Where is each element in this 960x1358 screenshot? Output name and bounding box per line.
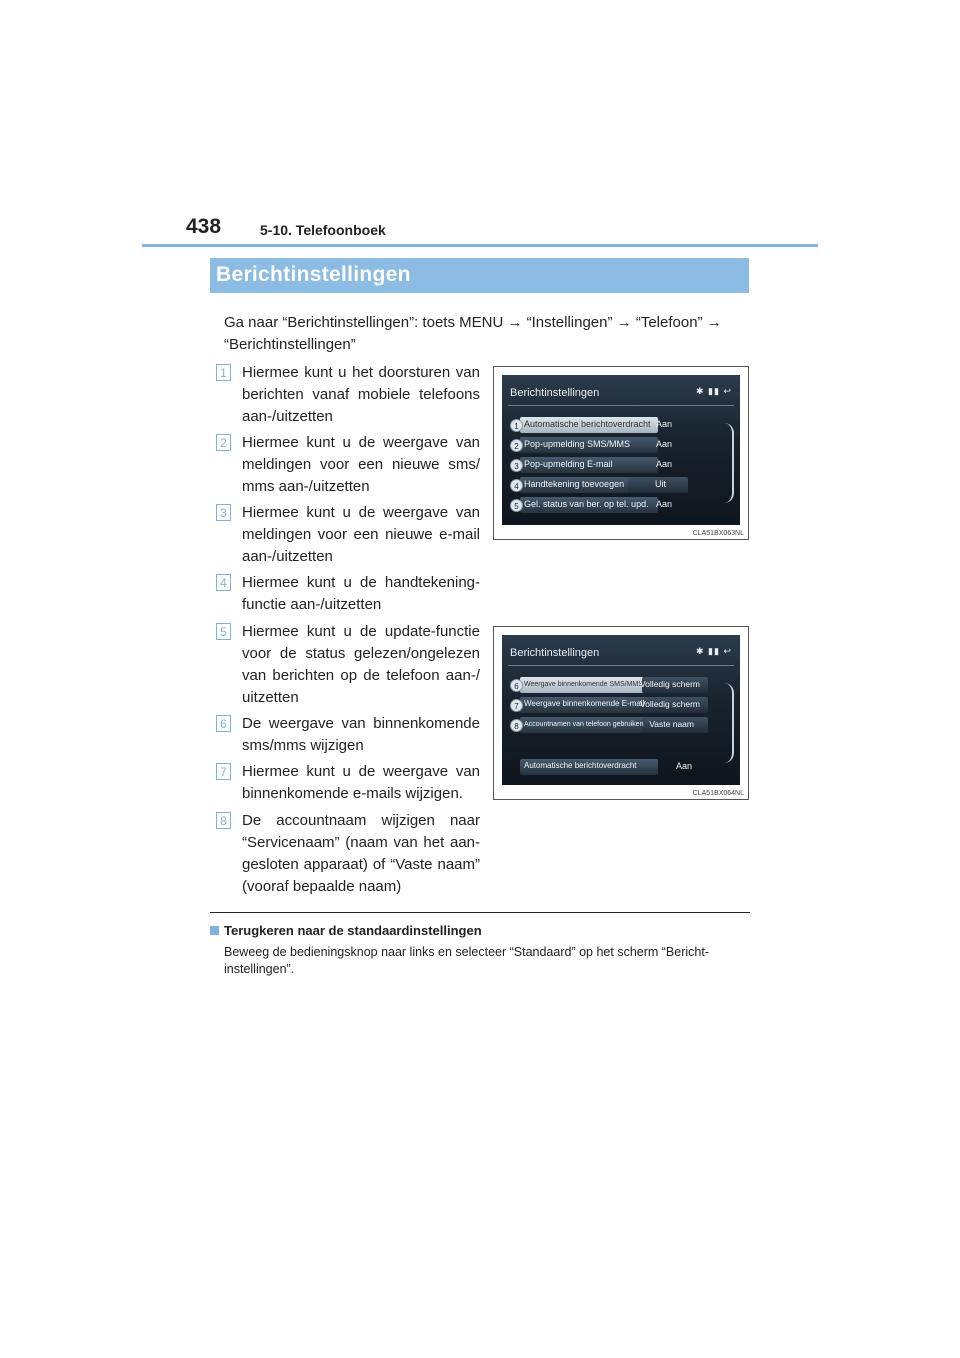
screen-row xyxy=(512,717,722,735)
note-divider xyxy=(210,912,750,913)
item-number: 3 xyxy=(216,504,231,521)
screen-row xyxy=(512,437,722,455)
list-item xyxy=(216,713,480,761)
row-label: Pop-upmelding E-mail xyxy=(524,459,613,469)
screen-row xyxy=(512,697,722,715)
row-value: Volledig scherm xyxy=(639,699,700,709)
page-number: 438 xyxy=(186,215,222,238)
row-label: Weergave binnenkomende SMS/MMS xyxy=(524,681,643,688)
row-label: Handtekening toevoegen xyxy=(524,479,625,489)
screen-row xyxy=(512,417,722,435)
row-badge: 3 xyxy=(510,459,523,472)
screen-row xyxy=(512,477,722,495)
item-text: Hiermee kunt u de weergave van meldingen voor een nieuwe sms/ mms aan-/uitzetten xyxy=(242,434,480,495)
row-badge: 4 xyxy=(510,479,523,492)
row-value: Aan xyxy=(655,459,672,469)
item-number: 7 xyxy=(216,763,231,780)
row-badge: 8 xyxy=(510,719,523,732)
list-item xyxy=(216,572,480,621)
numbered-list xyxy=(216,362,480,902)
figure-code: CLA51BX063NL xyxy=(692,530,744,537)
list-item xyxy=(216,621,480,713)
signal-icon: ▮▮ xyxy=(708,646,720,656)
item-number: 6 xyxy=(216,715,231,732)
bluetooth-icon: ✱ xyxy=(695,386,705,396)
screen-row xyxy=(512,759,722,777)
item-text: Hiermee kunt u de weergave van binnenkomende e-mails wijzigen. xyxy=(242,763,480,802)
item-text: De accountnaam wijzigen naar “Servicenaam” (naam van het aan-gesloten apparaat) of “Vaste naam” (vooraf bepaalde naam) xyxy=(242,812,480,895)
display-screen xyxy=(502,635,740,785)
list-item xyxy=(216,810,480,902)
row-label: Pop-upmelding SMS/MMS xyxy=(524,439,631,449)
screenshot-figure-1 xyxy=(493,366,749,540)
row-badge: 7 xyxy=(510,699,523,712)
screen-title: Berichtinstellingen xyxy=(510,387,600,399)
item-number: 1 xyxy=(216,364,231,381)
scroll-indicator xyxy=(724,423,734,503)
row-label: Automatische berichtoverdracht xyxy=(524,761,637,770)
screen-divider xyxy=(508,405,734,406)
row-label: Weergave binnenkomende E-mail xyxy=(524,699,645,708)
row-value: Aan xyxy=(655,419,672,429)
screen-title: Berichtinstellingen xyxy=(510,647,600,659)
row-badge: 5 xyxy=(510,499,523,512)
list-item xyxy=(216,761,480,810)
list-item xyxy=(216,362,480,432)
row-value: Aan xyxy=(655,439,672,449)
intro-paragraph: Ga naar “Berichtinstellingen”: toets MENU → “Instellingen” → “Telefoon” → “Berichtinstellingen” xyxy=(224,314,722,353)
row-label: Accountnamen van telefoon gebruiken xyxy=(524,721,644,728)
row-label: Gel. status van ber. op tel. upd. xyxy=(524,499,649,509)
row-value: Vaste naam xyxy=(649,719,694,729)
item-number: 2 xyxy=(216,434,231,451)
item-text: Hiermee kunt u de weergave van meldingen voor een nieuwe e-mail aan-/uitzetten xyxy=(242,504,480,565)
item-number: 8 xyxy=(216,812,231,829)
status-icons xyxy=(696,386,732,397)
screen-divider xyxy=(508,665,734,666)
note-heading xyxy=(210,923,482,938)
list-item xyxy=(216,432,480,502)
row-value: Uit xyxy=(655,479,666,489)
back-icon: ↩ xyxy=(723,386,732,396)
section-reference: 5-10. Telefoonboek xyxy=(260,222,386,238)
item-number: 4 xyxy=(216,574,231,591)
row-label: Automatische berichtoverdracht xyxy=(524,419,651,429)
signal-icon: ▮▮ xyxy=(708,386,720,396)
item-number: 5 xyxy=(216,623,231,640)
screen-row xyxy=(512,457,722,475)
bluetooth-icon: ✱ xyxy=(695,646,705,656)
status-icons xyxy=(696,646,732,657)
row-badge: 2 xyxy=(510,439,523,452)
row-badge: 6 xyxy=(510,679,523,692)
section-title-bar xyxy=(210,258,749,293)
display-screen xyxy=(502,375,740,525)
header-rule xyxy=(142,244,818,247)
screen-row xyxy=(512,497,722,515)
screen-row xyxy=(512,677,722,695)
row-value: Aan xyxy=(655,499,672,509)
row-value: Aan xyxy=(675,761,692,771)
scroll-indicator xyxy=(724,683,734,763)
item-text: De weergave van binnenkomende sms/mms wijzigen xyxy=(242,715,480,754)
screenshot-figure-2 xyxy=(493,626,749,800)
row-value: Volledig scherm xyxy=(639,679,700,689)
row-badge: 1 xyxy=(510,419,523,432)
section-title: Berichtinstellingen xyxy=(216,263,411,286)
note-heading-text: Terugkeren naar de standaardinstellingen xyxy=(224,923,482,938)
list-item xyxy=(216,502,480,572)
figure-code: CLA51BX064NL xyxy=(692,790,744,797)
back-icon: ↩ xyxy=(723,646,732,656)
item-text: Hiermee kunt u de update-functie voor de status gelezen/ongelezen van berichten op de telefoon aan-/ uitzetten xyxy=(242,623,480,706)
item-text: Hiermee kunt u het doorsturen van berichten vanaf mobiele telefoons aan-/uitzetten xyxy=(242,364,480,425)
note-body: Beweeg de bedieningsknop naar links en selecteer “Standaard” op het scherm “Bericht-instellingen”. xyxy=(224,945,709,976)
square-bullet-icon xyxy=(210,926,219,935)
item-text: Hiermee kunt u de handtekening-functie aan-/uitzetten xyxy=(242,574,480,613)
